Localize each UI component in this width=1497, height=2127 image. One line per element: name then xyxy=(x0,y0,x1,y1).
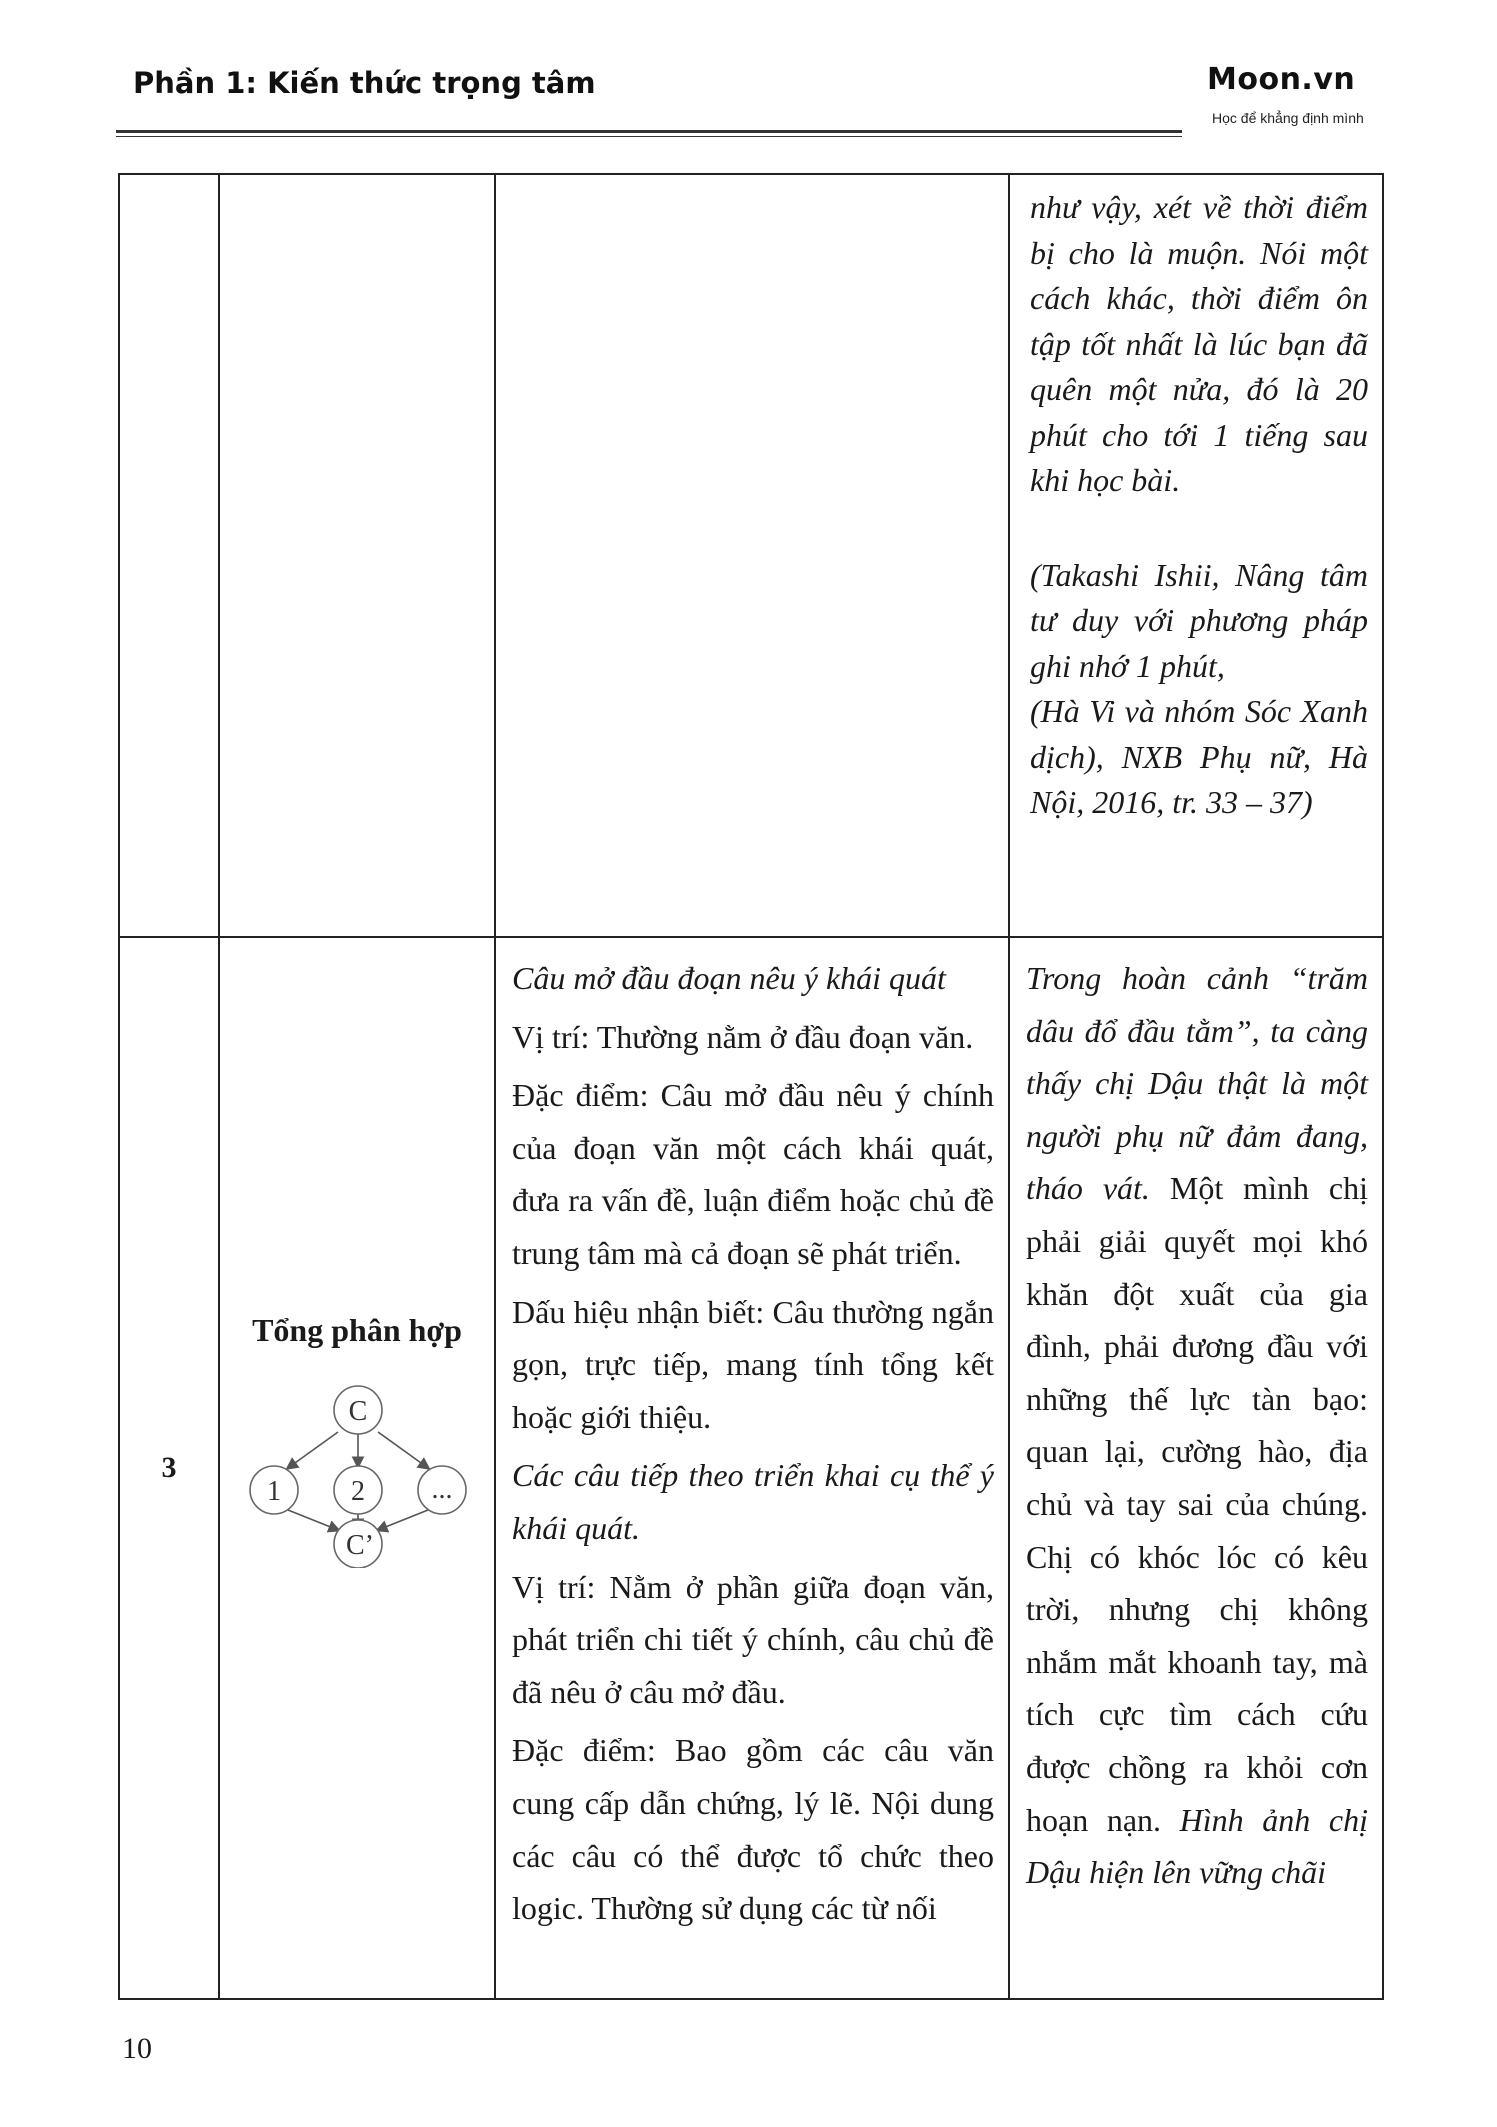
description-cell xyxy=(495,937,1009,1999)
type-cell xyxy=(219,937,495,1999)
row-number: 3 xyxy=(119,937,219,1999)
diagram-label-top: C xyxy=(348,1396,368,1427)
table-row xyxy=(119,174,1383,937)
header-rule-thin xyxy=(116,136,1182,137)
example-closing: Hình ảnh chị Dậu hiện lên vững chãi xyxy=(1026,1801,1368,1891)
page-number: 10 xyxy=(122,2032,152,2065)
diagram-label-bottom: C’ xyxy=(346,1530,374,1561)
table-row xyxy=(119,937,1383,1999)
brand-logo: Moon.vn xyxy=(1207,62,1356,97)
example-cell xyxy=(1009,937,1383,1999)
example-paragraph xyxy=(1010,938,1382,1899)
description-cell-empty xyxy=(495,174,1009,937)
example-topic-sentence: Trong hoàn cảnh “trăm dâu đổ đầu tằm”, ta càng thấy chị Dậu thật là một người phụ nữ đảm đang, tháo vát. xyxy=(1026,960,1368,1207)
desc-sign-opening: Dấu hiệu nhận biết: Câu thường ngắn gọn, trực tiếp, mang tính tổng kết hoặc giới thiệu. xyxy=(512,1293,994,1435)
number-cell-empty xyxy=(119,174,219,937)
quote-text: như vậy, xét về thời điểm bị cho là muộn. Nói một cách khác, thời điểm ôn tập tốt nhất là lúc bạn đã quên một nửa, đó là 20 phút cho tới 1 tiếng sau khi học bài. xyxy=(1030,189,1368,498)
paragraph-type-name: Tổng phân hợp xyxy=(252,1312,462,1348)
desc-heading-opening: Câu mở đầu đoạn nêu ý khái quát xyxy=(512,960,946,996)
brand-tagline: Học để khẳng định mình xyxy=(1212,110,1364,126)
desc-heading-body: Các câu tiếp theo triển khai cụ thể ý khái quát. xyxy=(512,1457,994,1546)
desc-feature-opening: Đặc điểm: Câu mở đầu nêu ý chính của đoạn văn một cách khái quát, đưa ra vấn đề, luận điểm hoặc chủ đề trung tâm mà cả đoạn sẽ phát triển. xyxy=(512,1077,994,1271)
desc-position-body: Vị trí: Nằm ở phần giữa đoạn văn, phát triển chi tiết ý chính, câu chủ đề đã nêu ở câu mở đầu. xyxy=(512,1568,994,1710)
example-body: Một mình chị phải giải quyết mọi khó khăn đột xuất của gia đình, phải đương đầu với những thế lực tàn bạo: quan lại, cường hào, địa chủ và tay sai của chúng. Chị có khóc lóc có kêu trời, nhưng chị không nhắm mắt khoanh tay, mà tích cực tìm cách cứu được chồng ra khỏi cơn hoạn nạn. xyxy=(1026,1170,1369,1838)
section-title: Phần 1: Kiến thức trọng tâm xyxy=(133,66,596,100)
example-cell xyxy=(1009,174,1383,937)
diagram-label-middle: 2 xyxy=(351,1476,365,1507)
citation-line-2: (Hà Vi và nhóm Sóc Xanh dịch), NXB Phụ nữ, Hà Nội, 2016, tr. 33 – 37) xyxy=(1030,693,1368,820)
citation-line-1: (Takashi Ishii, Nâng tâm tư duy với phương pháp ghi nhớ 1 phút, xyxy=(1030,556,1368,684)
desc-feature-body: Đặc điểm: Bao gồm các câu văn cung cấp dẫn chứng, lý lẽ. Nội dung các câu có thể được tổ chức theo logic. Thường sử dụng các từ nối xyxy=(512,1732,994,1927)
desc-position-opening: Vị trí: Thường nằm ở đầu đoạn văn. xyxy=(512,1018,974,1055)
type-cell-empty xyxy=(219,174,495,937)
paragraph-structure-table xyxy=(118,173,1384,2000)
header-rule-thick xyxy=(116,130,1182,133)
structure-diagram xyxy=(238,1378,478,1568)
diagram-label-left: 1 xyxy=(267,1476,281,1507)
diagram-label-right: ... xyxy=(431,1474,453,1505)
